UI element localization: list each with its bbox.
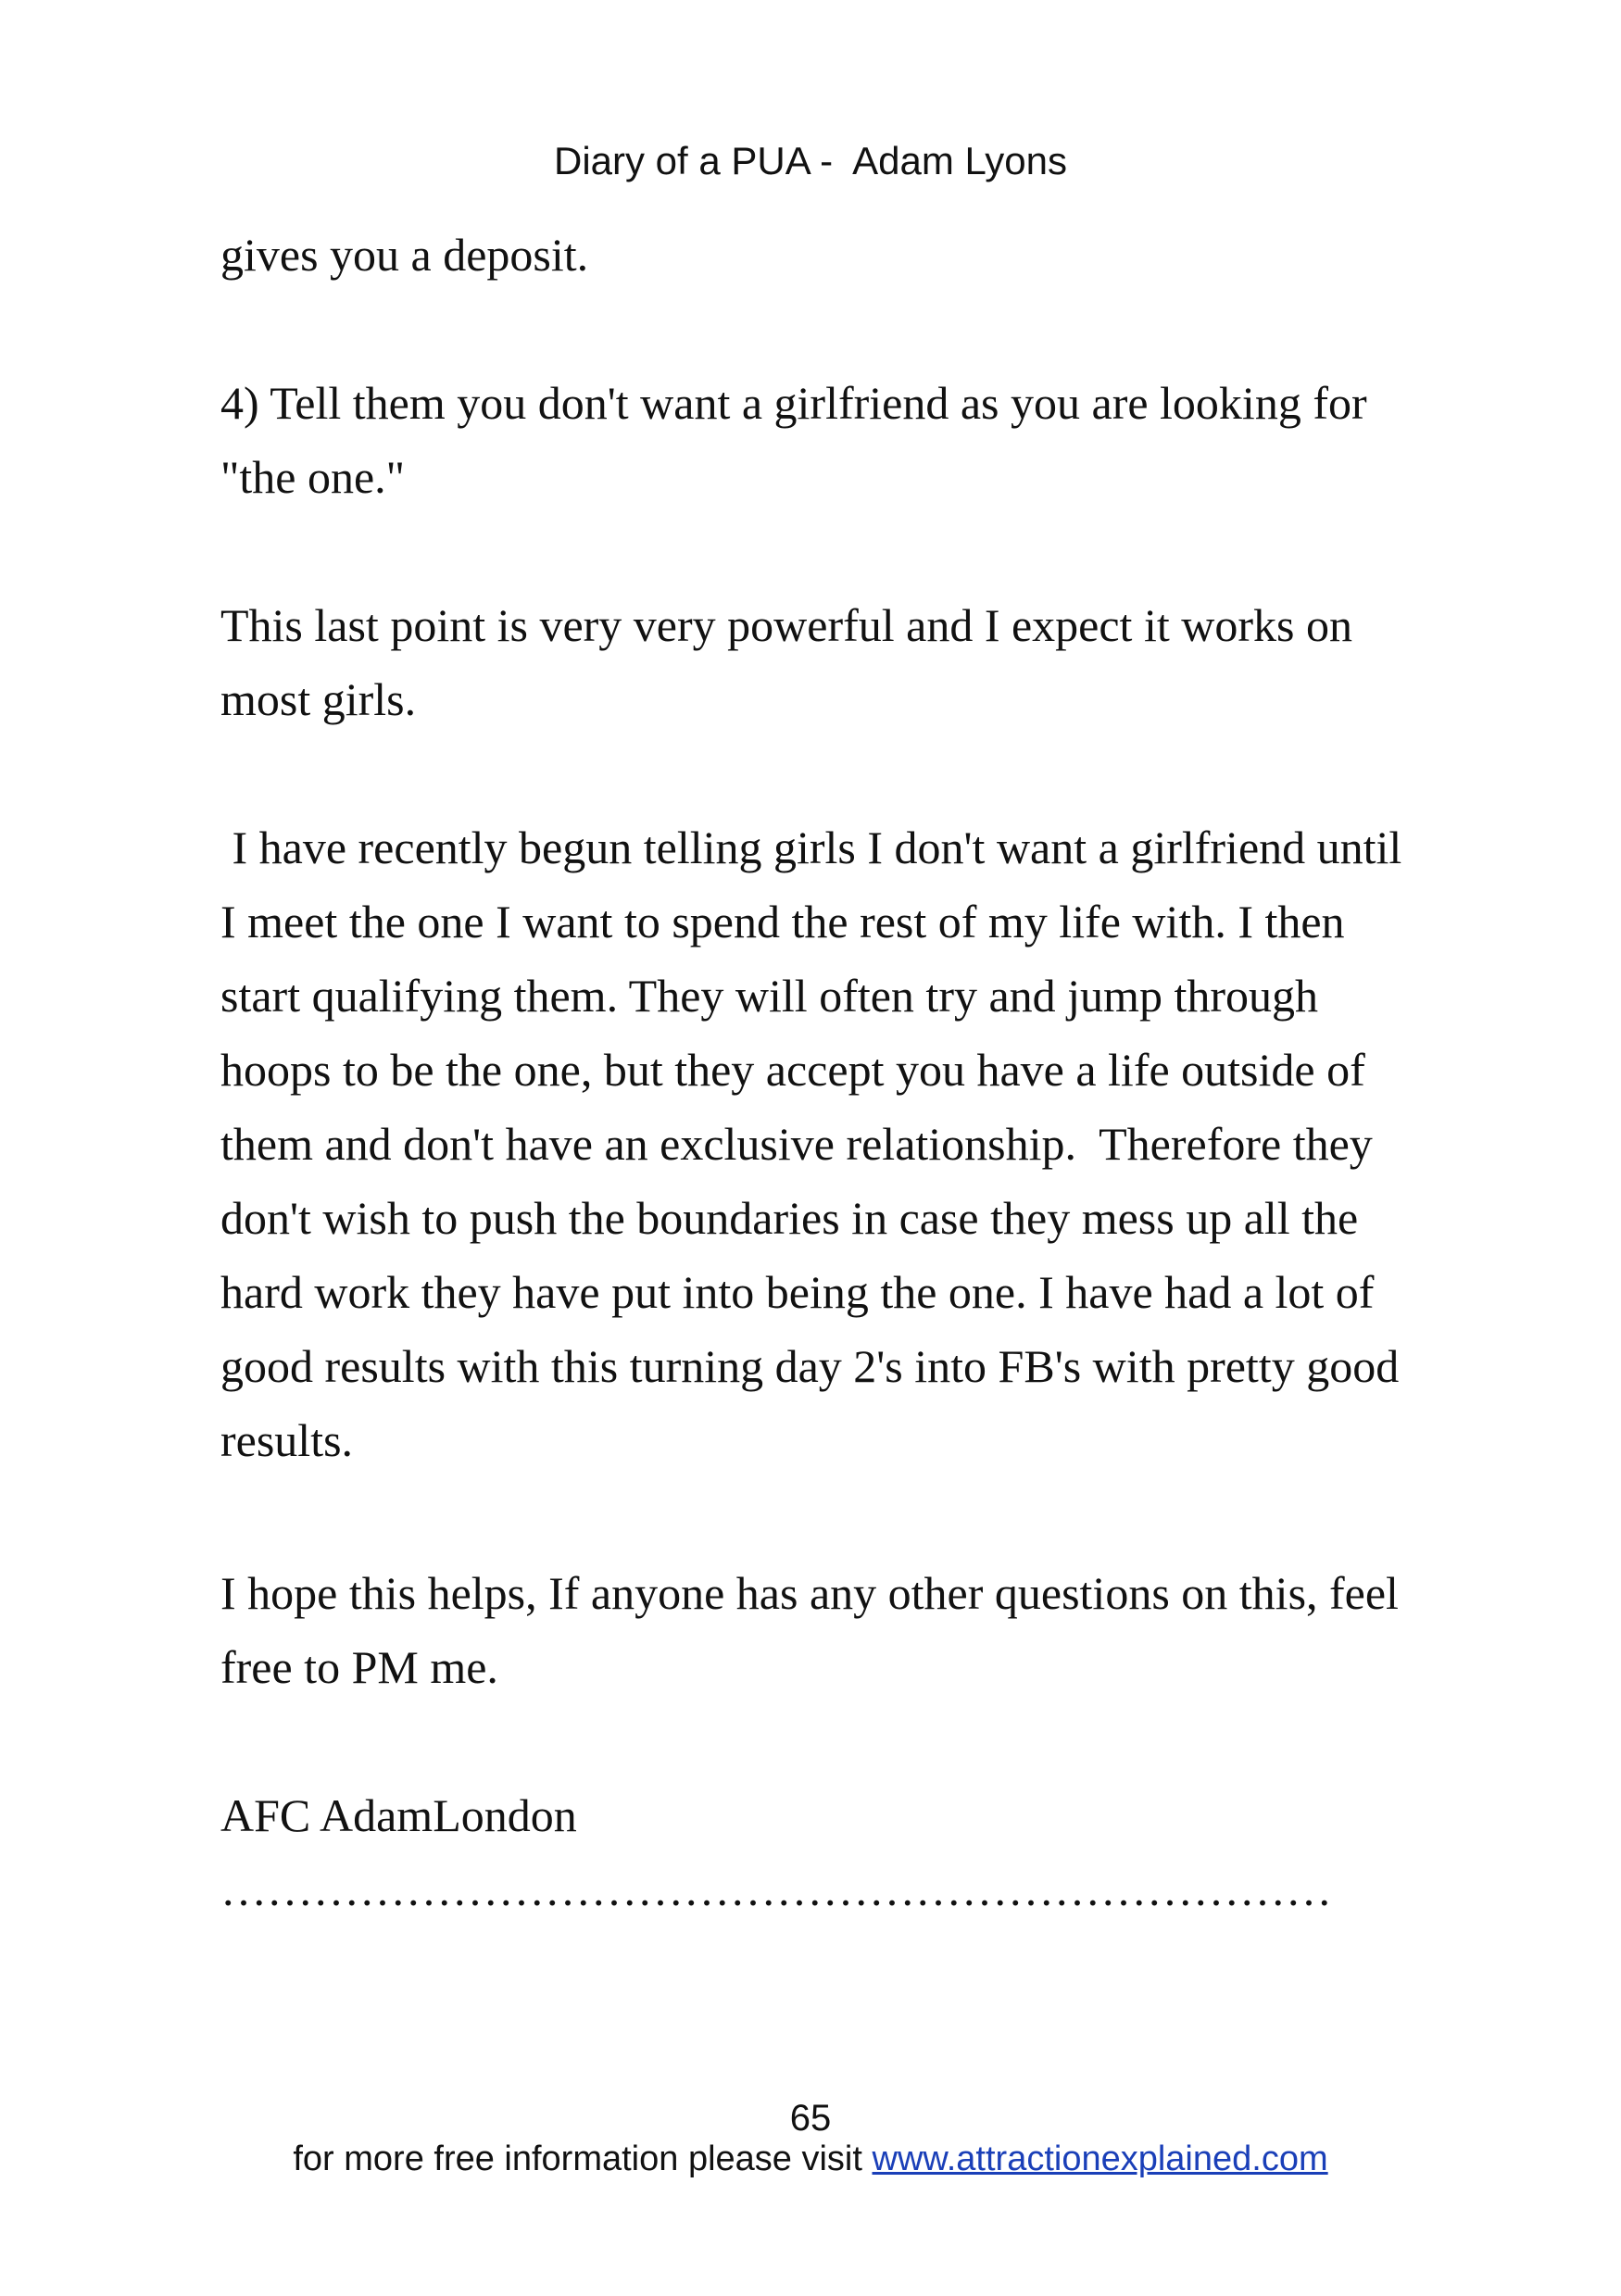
text-line: start qualifying them. They will often try and jump through [220, 970, 1318, 1022]
running-header: Diary of a PUA - Adam Lyons [553, 139, 1068, 182]
paragraph-main [220, 810, 1425, 1477]
website-link[interactable]: www.attractionexplained.com [872, 2139, 1328, 2178]
text-line: I meet the one I want to spend the rest of my life with. I then [220, 896, 1345, 947]
text-line: hard work they have put into being the one. I have had a lot of [220, 1266, 1375, 1318]
page-number: 65 [789, 2098, 832, 2139]
text-line: hoops to be the one, but they accept you have a life outside of [220, 1044, 1365, 1096]
text-line: most girls. [220, 673, 417, 725]
text-line: results. [220, 1414, 354, 1466]
text-line: them and don't have an exclusive relationship. Therefore they [220, 1118, 1373, 1170]
text-line: good results with this turning day 2's into FB's with pretty good [220, 1340, 1400, 1392]
paragraph-deposit [220, 218, 1425, 292]
text-line: 4) Tell them you don't want a girlfriend as you are looking for [220, 377, 1367, 429]
text-line: free to PM me. [220, 1641, 498, 1693]
text-line: I have recently begun telling girls I don't want a girlfriend until [220, 822, 1402, 873]
signature-block [220, 1778, 1425, 1926]
text-line: gives you a deposit. [220, 229, 589, 281]
text-line: don't wish to push the boundaries in case they mess up all the [220, 1192, 1359, 1244]
text-line: This last point is very very powerful and I expect it works on [220, 599, 1352, 651]
paragraph-point-4 [220, 366, 1425, 514]
text-line: I hope this helps, If anyone has any other questions on this, feel [220, 1567, 1399, 1619]
paragraph-last-point [220, 588, 1425, 736]
text-line: "the one." [220, 451, 406, 503]
dotted-separator: ……………………………………………………………… [220, 1863, 1332, 1915]
paragraph-closing [220, 1556, 1425, 1704]
footer-note [0, 2136, 1621, 2182]
footer-note-text: for more free information please visit [293, 2139, 873, 2178]
signature: AFC AdamLondon [220, 1789, 577, 1841]
